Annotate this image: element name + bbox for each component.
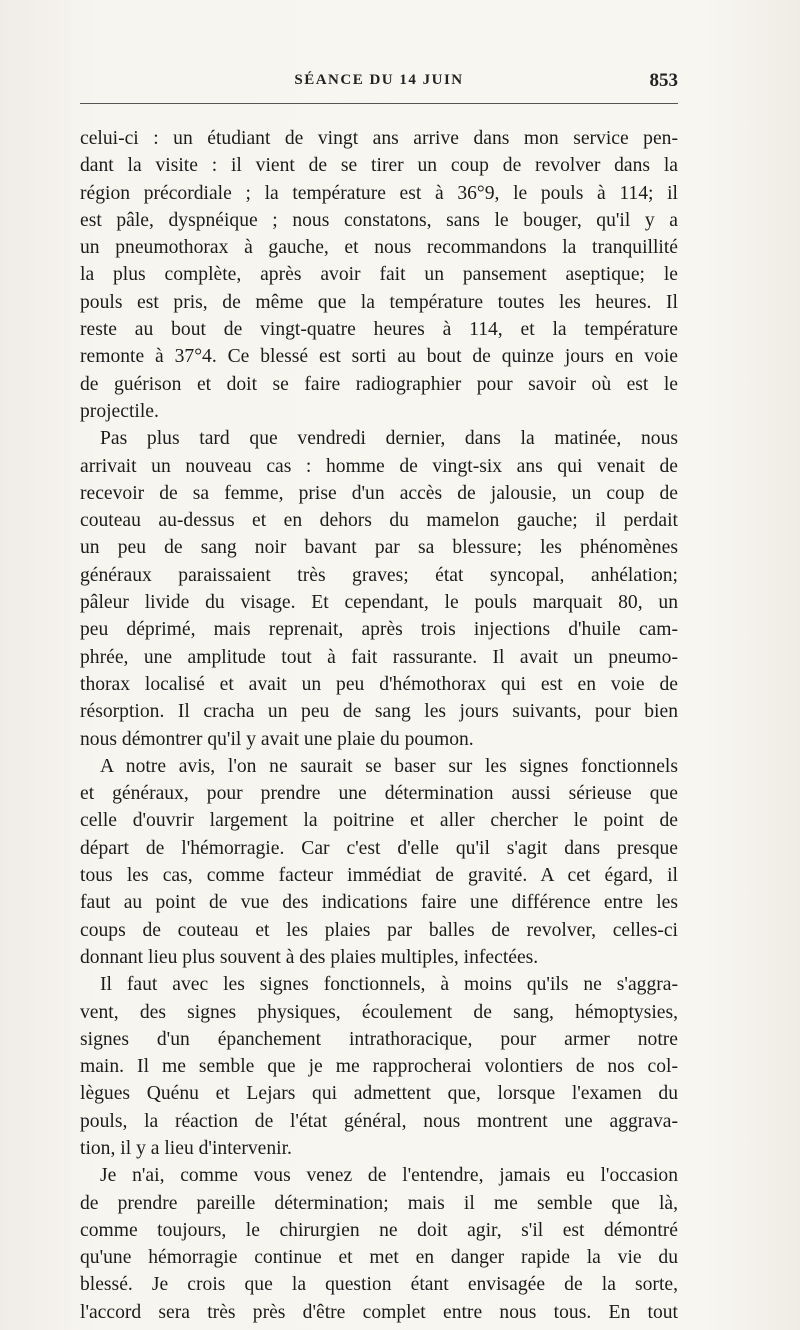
text-line: généraux paraissaient très graves; état syncopal, anhélation; <box>80 564 678 586</box>
text-line: celle d'ouvrir largement la poitrine et aller chercher le point de <box>80 810 678 832</box>
page-header <box>80 68 678 98</box>
text-line: comme toujours, le chirurgien ne doit agir, s'il est démontré <box>80 1219 678 1241</box>
text-line: un peu de sang noir bavant par sa blessure; les phénomènes <box>80 537 678 559</box>
text-line: faut au point de vue des indications faire une différence entre les <box>80 892 678 914</box>
text-line: signes d'un épanchement intrathoracique, pour armer notre <box>80 1028 678 1050</box>
page-number: 853 <box>649 70 678 91</box>
text-line: A notre avis, l'on ne saurait se baser sur les signes fonctionnels <box>100 755 678 777</box>
text-line: blessé. Je crois que la question étant envisagée de la sorte, <box>80 1274 678 1296</box>
text-line: celui-ci : un étudiant de vingt ans arrive dans mon service pen- <box>80 128 678 149</box>
text-line: qu'une hémorragie continue et met en danger rapide la vie du <box>80 1247 678 1269</box>
text-line: un pneumothorax à gauche, et nous recommandons la tranquillité <box>80 237 678 259</box>
text-line: thorax localisé et avait un peu d'hémothorax qui est en voie de <box>80 673 678 695</box>
text-line: pouls, la réaction de l'état général, nous montrent une aggrava- <box>80 1110 678 1132</box>
text-line: nous démontrer qu'il y avait une plaie du poumon. <box>80 728 474 750</box>
text-line: reste au bout de vingt-quatre heures à 114, et la température <box>80 319 678 341</box>
text-line: arrivait un nouveau cas : homme de vingt-six ans qui venait de <box>80 455 678 477</box>
text-line: phrée, une amplitude tout à fait rassurante. Il avait un pneumo- <box>80 646 678 668</box>
text-line: Pas plus tard que vendredi dernier, dans la matinée, nous <box>100 428 678 450</box>
text-line: de prendre pareille détermination; mais il me semble que là, <box>80 1192 678 1214</box>
text-line: départ de l'hémorragie. Car c'est d'elle qu'il s'agit dans presque <box>80 837 678 859</box>
body-text <box>80 125 678 1326</box>
text-line: vent, des signes physiques, écoulement de sang, hémoptysies, <box>80 1001 678 1023</box>
text-line: couteau au-dessus et en dehors du mamelon gauche; il perdait <box>80 510 678 532</box>
text-line: projectile. <box>80 400 159 422</box>
text-line: dant la visite : il vient de se tirer un coup de revolver dans la <box>80 155 678 177</box>
text-line: Il faut avec les signes fonctionnels, à moins qu'ils ne s'aggra- <box>100 974 678 996</box>
text-line: tion, il y a lieu d'intervenir. <box>80 1137 292 1159</box>
text-line: l'accord sera très près d'être complet entre nous tous. En tout <box>80 1301 678 1323</box>
text-line: et généraux, pour prendre une détermination aussi sérieuse que <box>80 783 678 805</box>
text-line: lègues Quénu et Lejars qui admettent que, lorsque l'examen du <box>80 1083 678 1105</box>
text-line: est pâle, dyspnéique ; nous constatons, sans le bouger, qu'il y a <box>80 209 678 231</box>
text-line: pouls est pris, de même que la température toutes les heures. Il <box>80 291 678 313</box>
header-rule <box>80 103 678 104</box>
text-line: de guérison et doit se faire radiographier pour savoir où est le <box>80 373 678 395</box>
text-line: Je n'ai, comme vous venez de l'entendre, jamais eu l'occasion <box>100 1165 678 1187</box>
text-line: la plus complète, après avoir fait un pansement aseptique; le <box>80 264 678 286</box>
text-line: résorption. Il cracha un peu de sang les jours suivants, pour bien <box>80 701 678 723</box>
text-line: remonte à 37°4. Ce blessé est sorti au bout de quinze jours en voie <box>80 346 678 368</box>
text-line: coups de couteau et les plaies par balles de revolver, celles-ci <box>80 919 678 941</box>
text-line: région précordiale ; la température est à 36°9, le pouls à 114; il <box>80 182 678 204</box>
text-line: tous les cas, comme facteur immédiat de gravité. A cet égard, il <box>80 865 678 887</box>
text-line: donnant lieu plus souvent à des plaies multiples, infectées. <box>80 946 539 968</box>
text-line: recevoir de sa femme, prise d'un accès de jalousie, un coup de <box>80 482 678 504</box>
running-title: SÉANCE DU 14 JUIN <box>294 72 464 88</box>
text-line: main. Il me semble que je me rapprocherai volontiers de nos col- <box>80 1056 678 1078</box>
text-line: peu déprimé, mais reprenait, après trois injections d'huile cam- <box>80 619 678 641</box>
text-line: pâleur livide du visage. Et cependant, le pouls marquait 80, un <box>80 592 678 614</box>
